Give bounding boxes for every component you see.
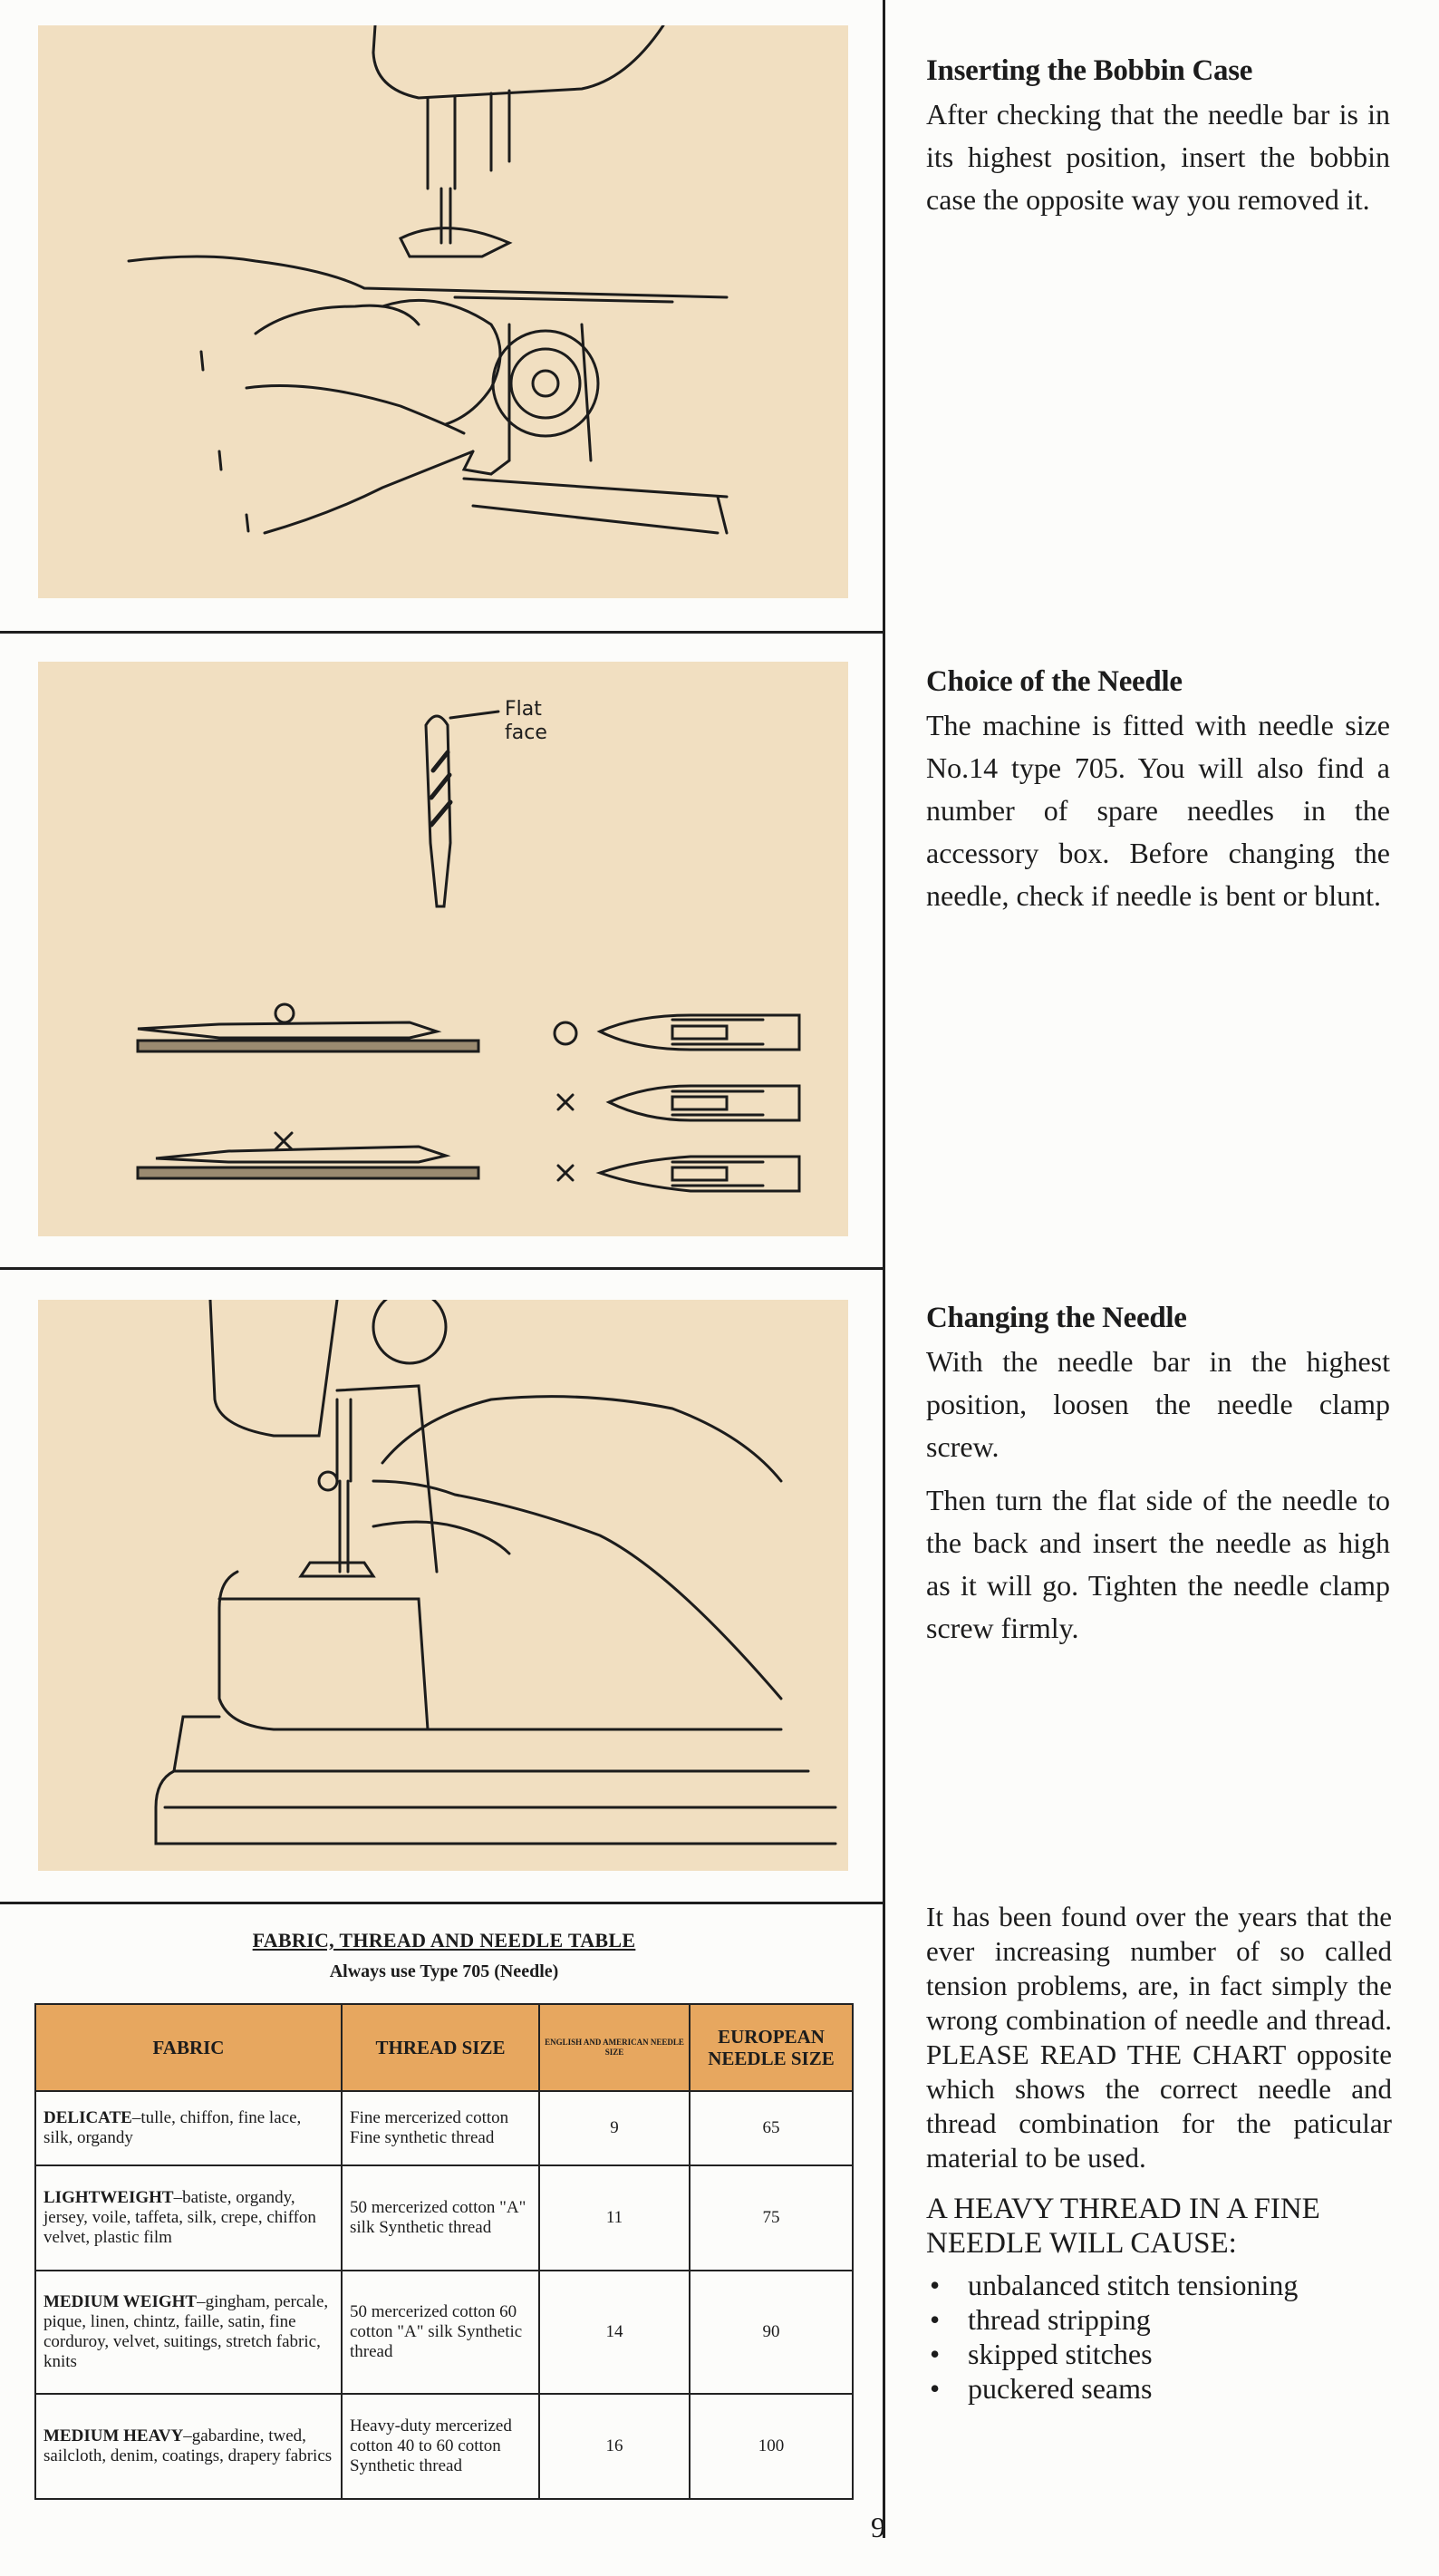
us-size-cell: 14 [539, 2271, 690, 2394]
needle-flat-face-label [505, 698, 547, 745]
table-row [35, 2165, 853, 2271]
list-item [926, 2337, 1392, 2371]
section-paragraph: The machine is fitted with needle size No.14 type 705. You will also find a number of spare needles in the accessory box. Before changing the needle, check if needle is bent or blunt. [926, 709, 1390, 912]
fabric-examples: –batiste, organdy, jersey, voile, taffeta, silk, crepe, chiffon velvet, plastic film [43, 2188, 316, 2247]
face-label: face [505, 721, 547, 744]
list-item-text: thread stripping [968, 2303, 1151, 2336]
us-size-cell: 9 [539, 2091, 690, 2165]
section-title: Choice of the Needle [926, 665, 1183, 698]
fabric-name: DELICATE [43, 2108, 132, 2127]
thread-cell: 50 mercerized cotton "A" silk Synthetic thread [342, 2165, 539, 2271]
header-us-needle-size: ENGLISH AND AMERICAN NEEDLE SIZE [539, 2004, 690, 2091]
fabric-cell [35, 2165, 342, 2271]
table-subtitle: Always use Type 705 (Needle) [329, 1961, 559, 1981]
section-bobbin-case [926, 54, 1390, 221]
fabric-examples: –gabardine, twed, sailcloth, denim, coatings, drapery fabrics [43, 2426, 333, 2465]
fabric-name: LIGHTWEIGHT [43, 2188, 174, 2207]
thread-cell: Fine mercerized cotton Fine synthetic thread [342, 2091, 539, 2165]
table-title: FABRIC, THREAD AND NEEDLE TABLE [252, 1929, 636, 1951]
header-fabric: FABRIC [35, 2004, 342, 2091]
section-title: Inserting the Bobbin Case [926, 54, 1253, 87]
thread-needle-advice [926, 1900, 1392, 2406]
bullet-icon: • [930, 2269, 941, 2301]
needle-choice-illustration [38, 662, 848, 1236]
thread-cell: Heavy-duty mercerized cotton 40 to 60 cotton Synthetic thread [342, 2394, 539, 2499]
eu-size-cell: 90 [690, 2271, 853, 2394]
fabric-cell [35, 2271, 342, 2394]
list-item-text: unbalanced stitch tensioning [968, 2269, 1299, 2301]
fabric-cell [35, 2091, 342, 2165]
table-row [35, 2394, 853, 2499]
table-row [35, 2271, 853, 2394]
eu-size-cell: 65 [690, 2091, 853, 2165]
page-number: 9 [871, 2511, 885, 2543]
warning-heading: A HEAVY THREAD IN A FINE NEEDLE WILL CAUSE: [926, 2193, 1320, 2260]
advice-paragraph: It has been found over the years that the ever increasing number of so called tension problems, are, in fact simply the wrong combination of needle and thread. PLEASE READ THE CHART opposite which shows the correct needle and thread combination for the paticular material to be used. [926, 1901, 1392, 2174]
fabric-cell [35, 2394, 342, 2499]
row-divider-1 [0, 631, 884, 634]
list-item [926, 2371, 1392, 2406]
fabric-thread-needle-table [34, 2003, 854, 2500]
table-row [35, 2091, 853, 2165]
bullet-icon: • [930, 2338, 941, 2370]
eu-size-cell: 75 [690, 2165, 853, 2271]
section-paragraph: With the needle bar in the highest position, loosen the needle clamp screw. [926, 1345, 1390, 1463]
section-paragraph: After checking that the needle bar is in its highest position, insert the bobbin case the opposite way you removed it. [926, 98, 1390, 216]
list-item-text: puckered seams [968, 2372, 1153, 2405]
warning-list [926, 2268, 1392, 2406]
list-item-text: skipped stitches [968, 2338, 1153, 2370]
fabric-name: MEDIUM HEAVY [43, 2426, 184, 2445]
thread-cell: 50 mercerized cotton 60 cotton "A" silk Synthetic thread [342, 2271, 539, 2394]
header-thread-size: THREAD SIZE [342, 2004, 539, 2091]
row-divider-2 [0, 1267, 884, 1270]
table-header-row [35, 2004, 853, 2091]
us-size-cell: 11 [539, 2165, 690, 2271]
list-item [926, 2268, 1392, 2302]
fabric-examples: –gingham, percale, pique, linen, chintz, faille, satin, fine corduroy, velvet, suitings, stretch fabric, knits [43, 2292, 329, 2371]
section-changing-needle [926, 1302, 1390, 1650]
section-title: Changing the Needle [926, 1302, 1187, 1334]
bullet-icon: • [930, 2372, 941, 2405]
list-item [926, 2302, 1392, 2337]
fabric-examples: –tulle, chiffon, fine lace, silk, organdy [43, 2108, 302, 2147]
bobbin-case-illustration [38, 25, 848, 598]
us-size-cell: 16 [539, 2394, 690, 2499]
row-divider-3 [0, 1902, 884, 1904]
bullet-icon: • [930, 2303, 941, 2336]
fabric-name: MEDIUM WEIGHT [43, 2292, 198, 2311]
section-needle-choice [926, 665, 1390, 917]
section-paragraph: Then turn the flat side of the needle to the back and insert the needle as high as it will go. Tighten the needle clamp screw firmly. [926, 1484, 1390, 1644]
header-eu-needle-size: EUROPEAN NEEDLE SIZE [690, 2004, 853, 2091]
flat-label: Flat [505, 698, 542, 721]
eu-size-cell: 100 [690, 2394, 853, 2499]
changing-needle-illustration [38, 1300, 848, 1871]
